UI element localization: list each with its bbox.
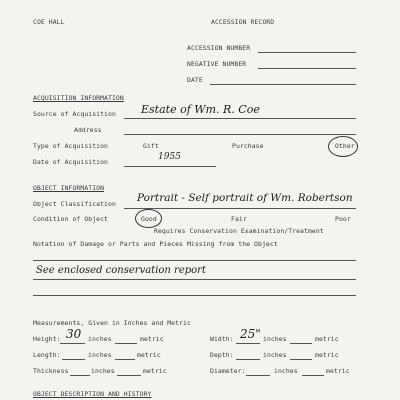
length-metric-label: metric [137,351,161,359]
acquisition-date-value: 1955 [158,152,181,162]
classification-value: Portrait - Self portrait of Wm. Robertson [137,192,353,204]
height-label: Height: [33,335,61,343]
conservation-note: Requires Conservation Examination/Treatment [154,227,324,235]
damage-label: Notation of Damage or Parts and Pieces Missing from the Object [33,240,278,248]
height-metric-label: metric [140,335,164,343]
address-field[interactable] [124,134,356,135]
length-inches-label: inches [88,351,112,359]
description-heading: OBJECT DESCRIPTION AND HISTORY [33,390,152,398]
date-label: DATE [187,76,203,84]
length-metric-field[interactable] [115,359,135,360]
acquisition-heading: ACQUISITION INFORMATION [33,94,124,102]
thickness-inches-label: inches [91,367,115,375]
height-inches-label: inches [88,335,112,343]
depth-inches-field[interactable] [236,359,260,360]
classification-field[interactable] [124,208,356,209]
diameter-metric-label: metric [326,367,350,375]
negative-number-field[interactable] [258,68,356,69]
type-option-gift[interactable]: Gift [143,142,159,150]
damage-value: See enclosed conservation report [36,265,206,276]
form-title: ACCESSION RECORD [211,18,275,26]
height-value: 30 [66,327,82,341]
acquisition-date-label: Date of Acquisition [33,158,109,166]
width-value: 25" [240,327,261,341]
thickness-inches-field[interactable] [70,375,90,376]
measurements-heading: Measurements, Given in Inches and Metric [33,319,191,327]
depth-inches-label: inches [263,351,287,359]
type-option-purchase[interactable]: Purchase [232,142,264,150]
damage-line-2[interactable] [33,279,356,280]
length-label: Length: [33,351,61,359]
thickness-metric-label: metric [143,367,167,375]
classification-label: Object Classification [33,200,116,208]
width-label: Width: [210,335,234,343]
depth-metric-label: metric [315,351,339,359]
institution-name: COE HALL [33,18,65,26]
object-heading: OBJECT INFORMATION [33,184,105,192]
thickness-metric-field[interactable] [117,375,141,376]
source-field[interactable] [124,118,356,119]
accession-number-label: ACCESSION NUMBER [187,44,251,52]
length-inches-field[interactable] [62,359,85,360]
width-inches-label: inches [263,335,287,343]
type-label: Type of Acquisition [33,142,109,150]
damage-line-1[interactable] [33,260,356,261]
condition-option-fair[interactable]: Fair [231,215,247,223]
height-metric-field[interactable] [115,343,137,344]
source-value: Estate of Wm. R. Coe [141,103,260,116]
diameter-inches-label: inches [274,367,298,375]
acquisition-date-field[interactable] [124,166,216,167]
condition-label: Condition of Object [33,215,109,223]
diameter-metric-field[interactable] [302,375,324,376]
source-label: Source of Acquisition [33,110,116,118]
depth-label: Depth: [210,351,234,359]
condition-option-good[interactable]: Good [141,215,157,223]
address-label: Address [74,126,102,134]
thickness-label: Thickness [33,367,69,375]
selected-type-circle [328,136,358,157]
selected-condition-circle [135,209,162,228]
record-date-field[interactable] [210,84,356,85]
width-metric-field[interactable] [290,343,312,344]
diameter-label: Diameter: [210,367,246,375]
diameter-inches-field[interactable] [246,375,270,376]
type-option-other[interactable]: Other [335,142,355,150]
accession-number-field[interactable] [258,52,356,53]
negative-number-label: NEGATIVE NUMBER [187,60,247,68]
depth-metric-field[interactable] [290,359,312,360]
damage-line-3[interactable] [33,295,356,296]
condition-option-poor[interactable]: Poor [335,215,351,223]
height-inches-field[interactable] [60,343,85,344]
width-metric-label: metric [315,335,339,343]
width-inches-field[interactable] [236,343,260,344]
